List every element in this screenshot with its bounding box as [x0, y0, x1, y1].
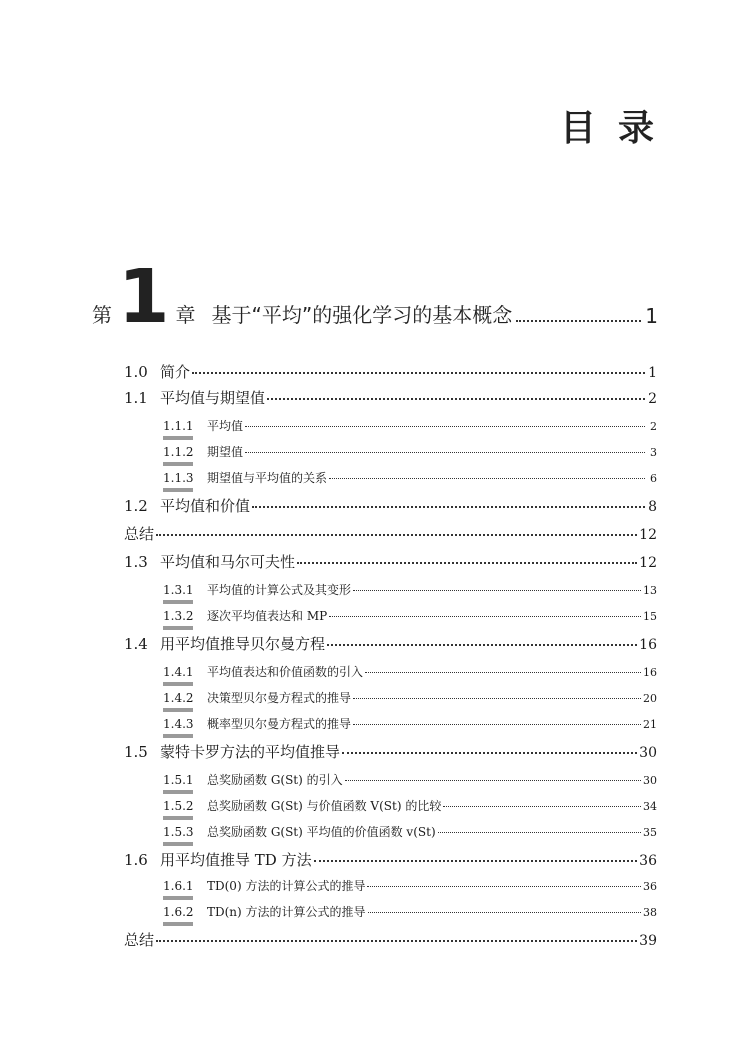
entry-number: 1.4: [124, 635, 148, 653]
entry-number: 1.1.1: [163, 419, 207, 433]
leader-dots: [245, 426, 645, 427]
entry-title: 决策型贝尔曼方程式的推导: [207, 691, 352, 705]
entry-title: 蒙特卡罗方法的平均值推导: [160, 743, 341, 761]
leader-dots: [327, 644, 637, 646]
entry-title: TD(n) 方法的计算公式的推导: [207, 905, 366, 919]
entry-title: 期望值: [207, 445, 244, 459]
entry-title: 概率型贝尔曼方程式的推导: [207, 717, 352, 731]
entry-number: 1.4.1: [163, 665, 207, 679]
entry-page: 12: [639, 527, 657, 543]
entry-page: 21: [643, 718, 657, 731]
toc-entry-1-6-1[interactable]: [163, 877, 657, 894]
leader-dots: [438, 832, 641, 833]
entry-page: 30: [639, 745, 657, 761]
leader-dots: [353, 590, 641, 591]
leader-dots: [297, 562, 637, 564]
entry-title: 总奖励函数 G(St) 平均值的价值函数 v(St): [207, 825, 436, 839]
entry-page: 39: [639, 933, 657, 949]
entry-page: 35: [643, 826, 657, 839]
leader-dots: [267, 398, 645, 400]
leader-dots: [329, 616, 641, 617]
entry-number: 1.6.1: [163, 879, 207, 893]
toc-entry-1-5-3[interactable]: [163, 823, 657, 840]
entry-page: 6: [650, 472, 657, 485]
entry-number: 1.1.3: [163, 471, 207, 485]
chapter-suffix: 章: [175, 303, 196, 327]
leader-dots: [156, 534, 637, 536]
entry-page: 3: [650, 446, 657, 459]
leader-dots: [353, 698, 641, 699]
chapter-page-number: 1: [645, 304, 658, 328]
entry-number: 1.1: [124, 389, 148, 407]
entry-title: 平均值的计算公式及其变形: [207, 583, 352, 597]
leader-dots: [156, 940, 637, 942]
entry-title: 平均值: [207, 419, 244, 433]
entry-page: 15: [643, 610, 657, 623]
toc-entry-1-4[interactable]: [124, 633, 657, 654]
entry-page: 38: [643, 906, 657, 919]
toc-entry-1-1-3[interactable]: [163, 469, 657, 486]
toc-entry-1-5-1[interactable]: [163, 771, 657, 788]
entry-number: 1.3.1: [163, 583, 207, 597]
entry-page: 2: [648, 391, 657, 407]
toc-entry-1-5[interactable]: [124, 741, 657, 762]
entry-number: 1.1.2: [163, 445, 207, 459]
toc-entry-1-5-2[interactable]: [163, 797, 657, 814]
entry-title: TD(0) 方法的计算公式的推导: [207, 879, 366, 893]
leader-dots: [365, 672, 641, 673]
leader-dots: [342, 752, 637, 754]
entry-title: 用平均值推导贝尔曼方程: [160, 635, 326, 653]
toc-entry-summary-1[interactable]: [124, 523, 657, 544]
chapter-prefix: 第: [92, 303, 112, 327]
entry-number: 1.6.2: [163, 905, 207, 919]
entry-number: 1.6: [124, 851, 148, 869]
toc-entry-1-3[interactable]: [124, 551, 657, 572]
toc-entry-1-4-2[interactable]: [163, 689, 657, 706]
entry-number: 1.2: [124, 497, 148, 515]
entry-number: 1.4.3: [163, 717, 207, 731]
toc-entry-1-6-2[interactable]: [163, 903, 657, 920]
leader-dots: [314, 860, 638, 862]
toc-entry-1-3-2[interactable]: [163, 607, 657, 624]
entry-title: 用平均值推导 TD 方法: [160, 851, 312, 869]
entry-title: 总奖励函数 G(St) 的引入: [207, 773, 343, 787]
leader-dots: [329, 478, 645, 479]
entry-number: 1.3.2: [163, 609, 207, 623]
entry-number: 1.5.1: [163, 773, 207, 787]
entry-title: 简介: [160, 363, 191, 381]
toc-entry-1-6[interactable]: [124, 849, 657, 870]
toc-title: 目录: [559, 108, 676, 149]
entry-number: 1.0: [124, 363, 148, 381]
entry-title: 期望值与平均值的关系: [207, 471, 328, 485]
entry-page: 16: [639, 637, 657, 653]
leader-dots: [367, 886, 641, 887]
toc-entry-1-1-1[interactable]: [163, 417, 657, 434]
entry-title: 总结: [124, 931, 155, 949]
entry-title: 总结: [124, 525, 155, 543]
chapter-heading[interactable]: [92, 254, 658, 340]
leader-dots: [368, 912, 641, 913]
entry-title: 平均值表达和价值函数的引入: [207, 665, 364, 679]
leader-dots: [345, 780, 641, 781]
toc-entry-1-0[interactable]: [124, 361, 657, 382]
entry-page: 20: [643, 692, 657, 705]
toc-entry-1-1[interactable]: [124, 387, 657, 408]
toc-entry-1-4-3[interactable]: [163, 715, 657, 732]
entry-number: 1.3: [124, 553, 148, 571]
chapter-title: 基于“平均”的强化学习的基本概念: [211, 303, 513, 327]
leader-dots: [443, 806, 641, 807]
entry-page: 36: [639, 853, 657, 869]
toc-entry-summary-2[interactable]: [124, 929, 657, 950]
entry-number: 1.5.3: [163, 825, 207, 839]
leader-dots: [192, 372, 645, 374]
entry-title: 总奖励函数 G(St) 与价值函数 V(St) 的比较: [207, 799, 442, 813]
entry-number: 1.5: [124, 743, 148, 761]
entry-page: 36: [643, 880, 657, 893]
entry-title: 逐次平均值表达和 MP: [207, 609, 328, 623]
leader-dots: [245, 452, 645, 453]
entry-page: 12: [639, 555, 657, 571]
entry-number: 1.5.2: [163, 799, 207, 813]
entry-page: 1: [648, 365, 657, 381]
leader-dots: [353, 724, 641, 725]
entry-title: 平均值和马尔可夫性: [160, 553, 296, 571]
toc-entry-1-3-1[interactable]: [163, 581, 657, 598]
entry-page: 8: [648, 499, 657, 515]
entry-title: 平均值与期望值: [160, 389, 266, 407]
toc-entry-1-4-1[interactable]: [163, 663, 657, 680]
chapter-leader-dots: [516, 320, 641, 322]
toc-entry-1-1-2[interactable]: [163, 443, 657, 460]
entry-page: 30: [643, 774, 657, 787]
chapter-number: 1: [118, 254, 170, 340]
toc-entry-1-2[interactable]: [124, 495, 657, 516]
entry-number: 1.4.2: [163, 691, 207, 705]
entry-page: 13: [643, 584, 657, 597]
entry-page: 34: [643, 800, 657, 813]
entry-page: 16: [643, 666, 657, 679]
leader-dots: [252, 506, 645, 508]
entry-title: 平均值和价值: [160, 497, 251, 515]
entry-page: 2: [650, 420, 657, 433]
